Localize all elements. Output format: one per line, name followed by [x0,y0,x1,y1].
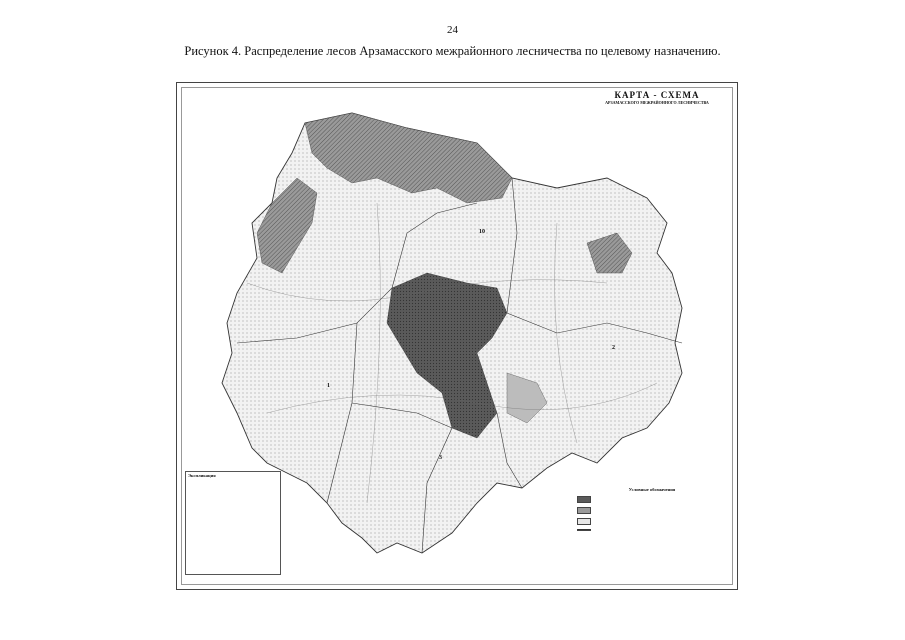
legend-item-forest [577,507,727,514]
district-number-3: 3 [439,455,442,461]
legend-symbols-title: Условные обозначения [628,487,676,492]
legend-item-dense [577,496,727,503]
legend-symbols [577,487,727,531]
swatch-forest [577,507,591,514]
swatch-border [577,529,591,531]
legend-item-light [577,518,727,525]
map-title-block [597,91,717,105]
figure-caption: Рисунок 4. Распределение лесов Арзамасского межрайонного лесничества по целевому назначению. [184,44,721,58]
page-number: 24 [447,24,458,36]
district-number-2: 2 [612,345,615,351]
map-frame [176,82,738,590]
legend-explication-title: Экспликация [188,473,216,478]
map-title: КАРТА - СХЕМА [614,90,700,100]
legend-explication [185,471,281,575]
swatch-light [577,518,591,525]
map-subtitle: АРЗАМАССКОГО МЕЖРАЙОННОГО ЛЕСНИЧЕСТВА [605,99,709,105]
district-number-1: 1 [327,383,330,389]
swatch-dense [577,496,591,503]
legend-item-border [577,529,727,531]
district-number-10: 10 [479,229,485,235]
